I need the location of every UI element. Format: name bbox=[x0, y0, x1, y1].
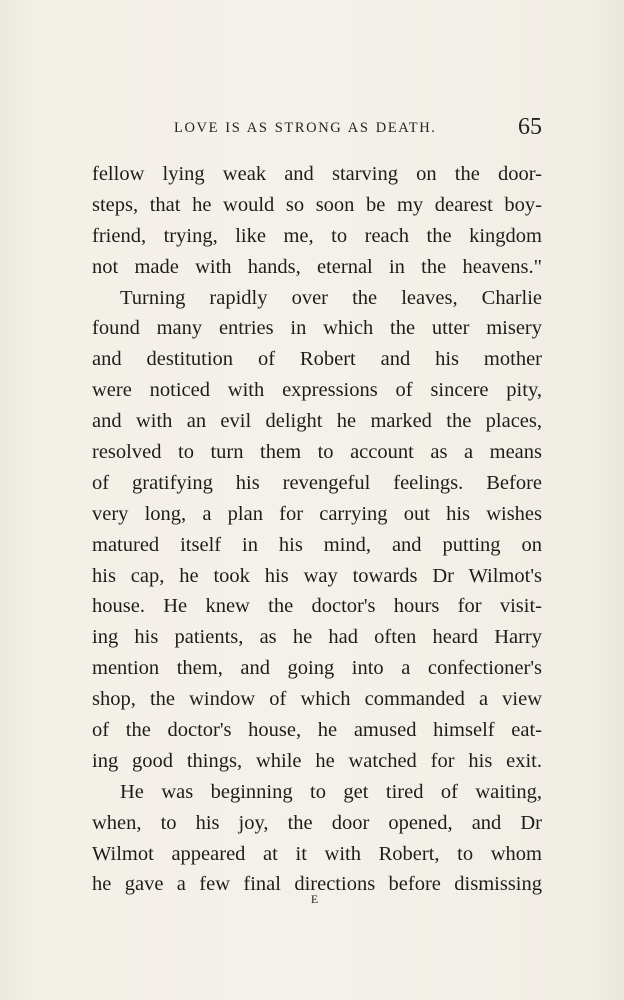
text-line: resolved to turn them to account as a means bbox=[92, 441, 542, 464]
page-number: 65 bbox=[518, 114, 542, 140]
text-line: found many entries in which the utter misery bbox=[92, 317, 542, 340]
text-line: house. He knew the doctor's hours for visit- bbox=[92, 595, 542, 618]
text-line: matured itself in his mind, and putting on bbox=[92, 533, 542, 556]
text-line: mention them, and going into a confectioner's bbox=[92, 657, 542, 680]
text-line: shop, the window of which commanded a view bbox=[92, 688, 542, 711]
text-line: Turning rapidly over the leaves, Charlie bbox=[120, 286, 542, 309]
running-title: LOVE IS AS STRONG AS DEATH. bbox=[174, 120, 437, 136]
text-line: when, to his joy, the door opened, and Dr bbox=[92, 811, 542, 834]
text-line: and with an evil delight he marked the places, bbox=[92, 410, 542, 433]
text-line: He was beginning to get tired of waiting, bbox=[120, 780, 542, 803]
text-line: Wilmot appeared at it with Robert, to whom bbox=[92, 842, 542, 865]
text-line: his cap, he took his way towards Dr Wilmot's bbox=[92, 564, 542, 587]
text-line: steps, that he would so soon be my dearest boy- bbox=[92, 193, 542, 216]
text-line: friend, trying, like me, to reach the kingdom bbox=[92, 224, 542, 247]
text-line: of the doctor's house, he amused himself eat- bbox=[92, 719, 542, 742]
text-line: very long, a plan for carrying out his wishes bbox=[92, 502, 542, 525]
signature-mark: E bbox=[310, 892, 320, 906]
text-line: he gave a few final directions before dismissing bbox=[92, 873, 542, 896]
page-header bbox=[92, 114, 542, 144]
text-line: ing his patients, as he had often heard Harry bbox=[92, 626, 542, 649]
text-line: were noticed with expressions of sincere pity, bbox=[92, 379, 542, 402]
text-line: fellow lying weak and starving on the door- bbox=[92, 163, 542, 185]
body-text bbox=[92, 159, 542, 900]
text-line: of gratifying his revengeful feelings. Before bbox=[92, 471, 542, 494]
text-line: ing good things, while he watched for his exit. bbox=[92, 749, 542, 772]
text-line: and destitution of Robert and his mother bbox=[92, 348, 542, 371]
text-line: not made with hands, eternal in the heavens." bbox=[92, 255, 542, 278]
